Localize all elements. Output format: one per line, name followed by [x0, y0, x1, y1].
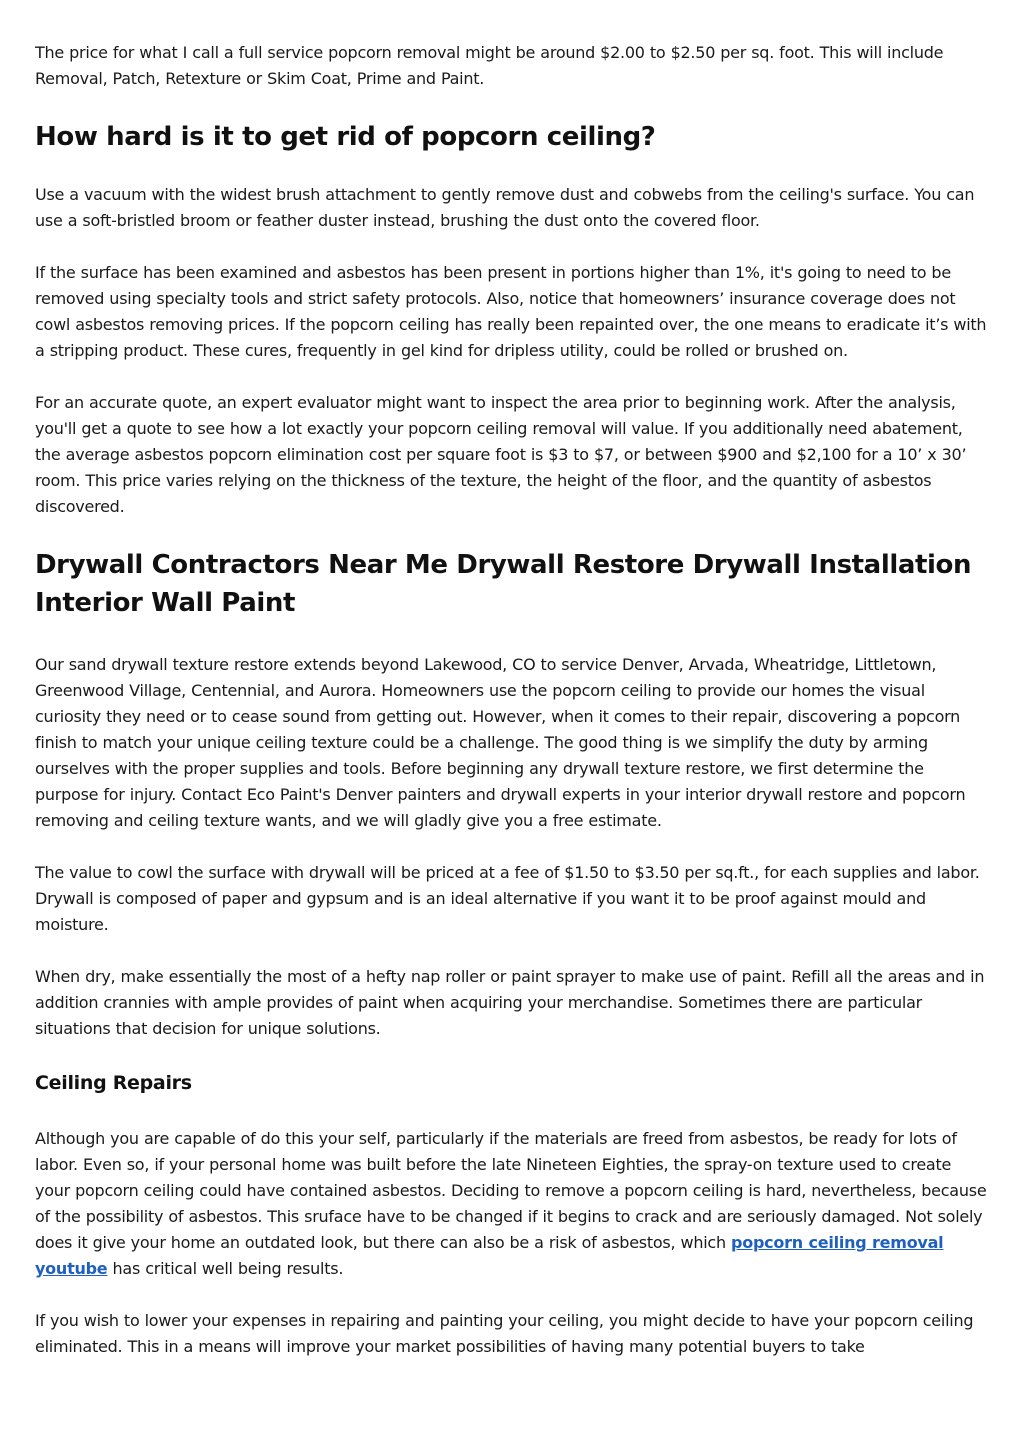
- paragraph-although: [35, 1126, 990, 1282]
- paragraph-full-service-price: The price for what I call a full service popcorn removal might be around $2.00 to $2.50 per sq. foot. This will include Removal, Patch, Retexture or Skim Coat, Prime and Paint.: [35, 43, 944, 88]
- paragraph-drywall-value: The value to cowl the surface with drywall will be priced at a fee of $1.50 to $3.50 per sq.ft., for each supplies and labor. Drywall is composed of paper and gypsum and is an ideal alternative if you want it to be proof against mould and moisture.: [35, 863, 980, 934]
- paragraph-vacuum: Use a vacuum with the widest brush attachment to gently remove dust and cobwebs from the ceiling's surface. You can use a soft-bristled broom or feather duster instead, brushing the dust onto the covered floor.: [35, 185, 975, 230]
- paragraph-although-text-after: has critical well being results.: [107, 1259, 344, 1278]
- paragraph-accurate-quote: For an accurate quote, an expert evaluator might want to inspect the area prior to beginning work. After the analysis, you'll get a quote to see how a lot exactly your popcorn ceiling removal will value. If you additionally need abatement, the average asbestos popcorn elimination cost per square foot is $3 to $7, or between $900 and $2,100 for a 10’ x 30’ room. This price varies relying on the thickness of the texture, the height of the floor, and the quantity of asbestos discovered.: [35, 393, 967, 516]
- popcorn-removal-youtube-link[interactable]: popcorn ceiling removal youtube: [35, 1233, 944, 1278]
- paragraph-sand-drywall: Our sand drywall texture restore extends beyond Lakewood, CO to service Denver, Arvada, Wheatridge, Littletown, Greenwood Village, Centennial, and Aurora. Homeowners use the popcorn ceiling to provide our homes the visual curiosity they need or to cease sound from getting out. However, when it comes to their repair, discovering a popcorn finish to match your unique ceiling texture could be a challenge. The good thing is we simplify the duty by arming ourselves with the proper supplies and tools. Before beginning any drywall texture restore, we first determine the purpose for injury. Contact Eco Paint's Denver painters and drywall experts in your interior drywall restore and popcorn removing and ceiling texture wants, and we will gladly give you a free estimate.: [35, 655, 966, 830]
- paragraph-asbestos-testing: If the surface has been examined and asbestos has been present in portions higher than 1%, it's going to need to be removed using specialty tools and strict safety protocols. Also, notice that homeowners’ insurance coverage does not cowl asbestos removing prices. If the popcorn ceiling has really been repainted over, the one means to eradicate it’s with a stripping product. These cures, frequently in gel kind for dripless utility, could be rolled or brushed on.: [35, 263, 987, 360]
- heading-how-hard: How hard is it to get rid of popcorn ceiling?: [35, 122, 656, 152]
- heading-drywall-contractors: Drywall Contractors Near Me Drywall Restore Drywall Installation Interior Wall Paint: [35, 550, 972, 618]
- paragraph-when-dry: When dry, make essentially the most of a hefty nap roller or paint sprayer to make use of paint. Refill all the areas and in addition crannies with ample provides of paint when acquiring your merchandise. Sometimes there are particular situations that decision for unique solutions.: [35, 967, 985, 1038]
- paragraph-lower-expenses: If you wish to lower your expenses in repairing and painting your ceiling, you might decide to have your popcorn ceiling eliminated. This in a means will improve your market possibilities of having many potential buyers to take: [35, 1311, 974, 1356]
- heading-ceiling-repairs: Ceiling Repairs: [35, 1072, 192, 1094]
- paragraph-although-text-before: Although you are capable of do this your self, particularly if the materials are freed from asbestos, be ready for lots of labor. Even so, if your personal home was built before the late Nineteen Eighties, the spray-on texture used to create your popcorn ceiling could have contained asbestos. Deciding to remove a popcorn ceiling is hard, nevertheless, because of the possibility of asbestos. This sruface have to be changed if it begins to crack and are seriously damaged. Not solely does it give your home an outdated look, but there can also be a risk of asbestos, which: [35, 1129, 987, 1252]
